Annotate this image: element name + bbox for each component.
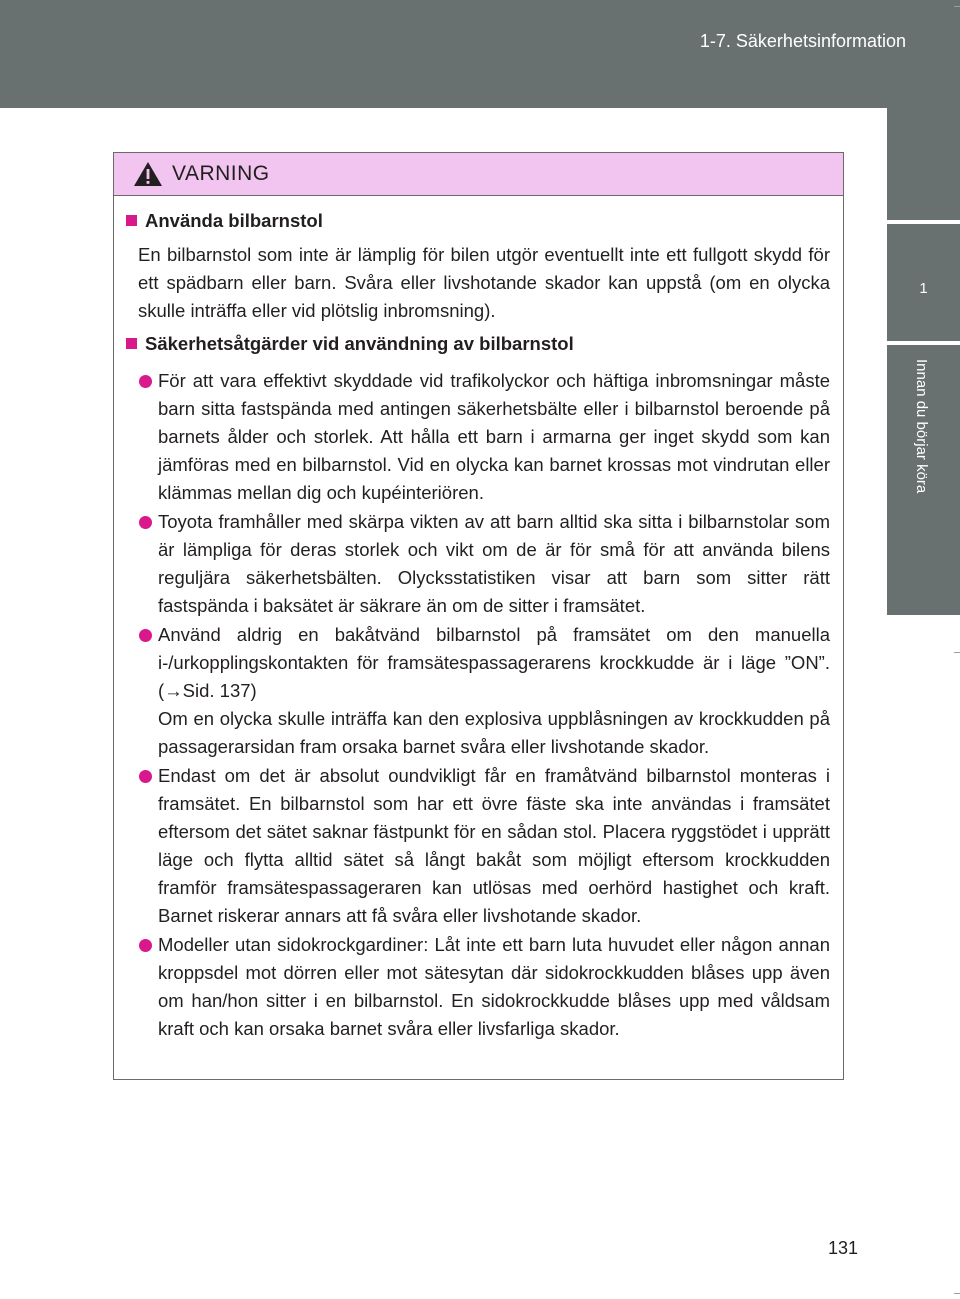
square-bullet-icon bbox=[126, 215, 137, 226]
section-title: 1-7. Säkerhetsinformation bbox=[699, 31, 906, 51]
round-bullet-icon bbox=[139, 375, 152, 388]
section-heading-2 bbox=[126, 333, 574, 355]
warning-title: VARNING bbox=[172, 162, 270, 185]
list-item bbox=[139, 367, 830, 507]
list-item-text: Endast om det är absolut oundvikligt får en framåtvänd bilbarnstol monteras i framsätet. En bilbarnstol som har ett övre fäste ska inte användas i framsätet eftersom det sätet saknar fästpunkt för en sådan stol. Placera ryggstödet i upprätt läge och flytta alltid sätet så långt bakåt som möjligt eftersom krockkudden framför framsätespassageraren kan utlösas med oerhörd hastighet och kraft. Barnet riskerar annars att få svåra eller livshotande skador. bbox=[158, 765, 830, 926]
list-item-text: Modeller utan sidokrockgardiner: Låt inte ett barn luta huvudet eller någon annan kroppsdel mot dörren eller mot sätesytan där sidokrockkudden blåses upp även om han/hon sitter i en bilbarnstol. En sidokrockkudde blåses upp med våldsam kraft och kan orsaka barnet svåra eller livsfarliga skador. bbox=[158, 934, 830, 1039]
square-bullet-icon bbox=[126, 338, 137, 349]
round-bullet-icon bbox=[139, 629, 152, 642]
chapter-label-tab bbox=[887, 345, 960, 615]
list-item-continuation: Om en olycka skulle inträffa kan den explosiva uppblåsningen av krockkudden på passagerarsidan fram orsaka barnet svåra eller livshotande skador. bbox=[158, 708, 830, 757]
page-number: 131 bbox=[828, 1238, 859, 1258]
list-item bbox=[139, 762, 830, 930]
page-header bbox=[0, 0, 960, 108]
side-tab-top-block bbox=[887, 108, 960, 220]
list-item bbox=[139, 931, 830, 1043]
chapter-number-tab: 1 bbox=[887, 224, 960, 341]
warning-triangle-icon bbox=[133, 161, 163, 187]
list-item-text: Använd aldrig en bakåtvänd bilbarnstol på framsätet om den manuella i-/urkopplingskontakten för framsätespassagerarens krockkudde är i läge ”ON”. (→Sid. 137) bbox=[158, 624, 830, 701]
list-item bbox=[139, 621, 830, 761]
list-item-text: Toyota framhåller med skärpa vikten av att barn alltid ska sitta i bilbarnstolar som är lämpliga för deras storlek och vikt om de är för små för att använda bilens reguljära säkerhetsbälten. Olycksstatistiken visar att barn som sitter rätt fastspända i baksätet är säkrare än om de sitter i framsätet. bbox=[158, 511, 830, 616]
section-heading-text: Säkerhetsåtgärder vid användning av bilbarnstol bbox=[145, 333, 574, 354]
section-heading-text: Använda bilbarnstol bbox=[145, 210, 323, 231]
crop-mark bbox=[954, 1293, 960, 1294]
section-paragraph: En bilbarnstol som inte är lämplig för bilen utgör eventuellt inte ett fullgott skydd för ett spädbarn eller barn. Svåra eller livshotande skador kan uppstå (om en olycka skulle inträffa eller vid plötslig inbromsning). bbox=[138, 244, 830, 321]
round-bullet-icon bbox=[139, 516, 152, 529]
section-heading-1 bbox=[126, 210, 323, 232]
crop-mark bbox=[954, 6, 960, 7]
warning-header bbox=[114, 153, 843, 196]
side-tab-strip bbox=[887, 108, 960, 1299]
round-bullet-icon bbox=[139, 770, 152, 783]
chapter-label: Innan du börjar köra bbox=[913, 359, 930, 494]
crop-mark bbox=[954, 652, 960, 653]
list-item bbox=[139, 508, 830, 620]
round-bullet-icon bbox=[139, 939, 152, 952]
warning-box bbox=[113, 152, 844, 1080]
list-item-text: För att vara effektivt skyddade vid trafikolyckor och häftiga inbromsningar måste barn sitta fastspända med antingen säkerhetsbälte eller i bilbarnstol beroende på barnets ålder och storlek. Att hålla ett barn i armarna ger inget skydd som kan jämföras med en bilbarnstol. Vid en olycka kan barnet krossas mot vindrutan eller klämmas mellan dig och kupéinteriören. bbox=[158, 370, 830, 503]
